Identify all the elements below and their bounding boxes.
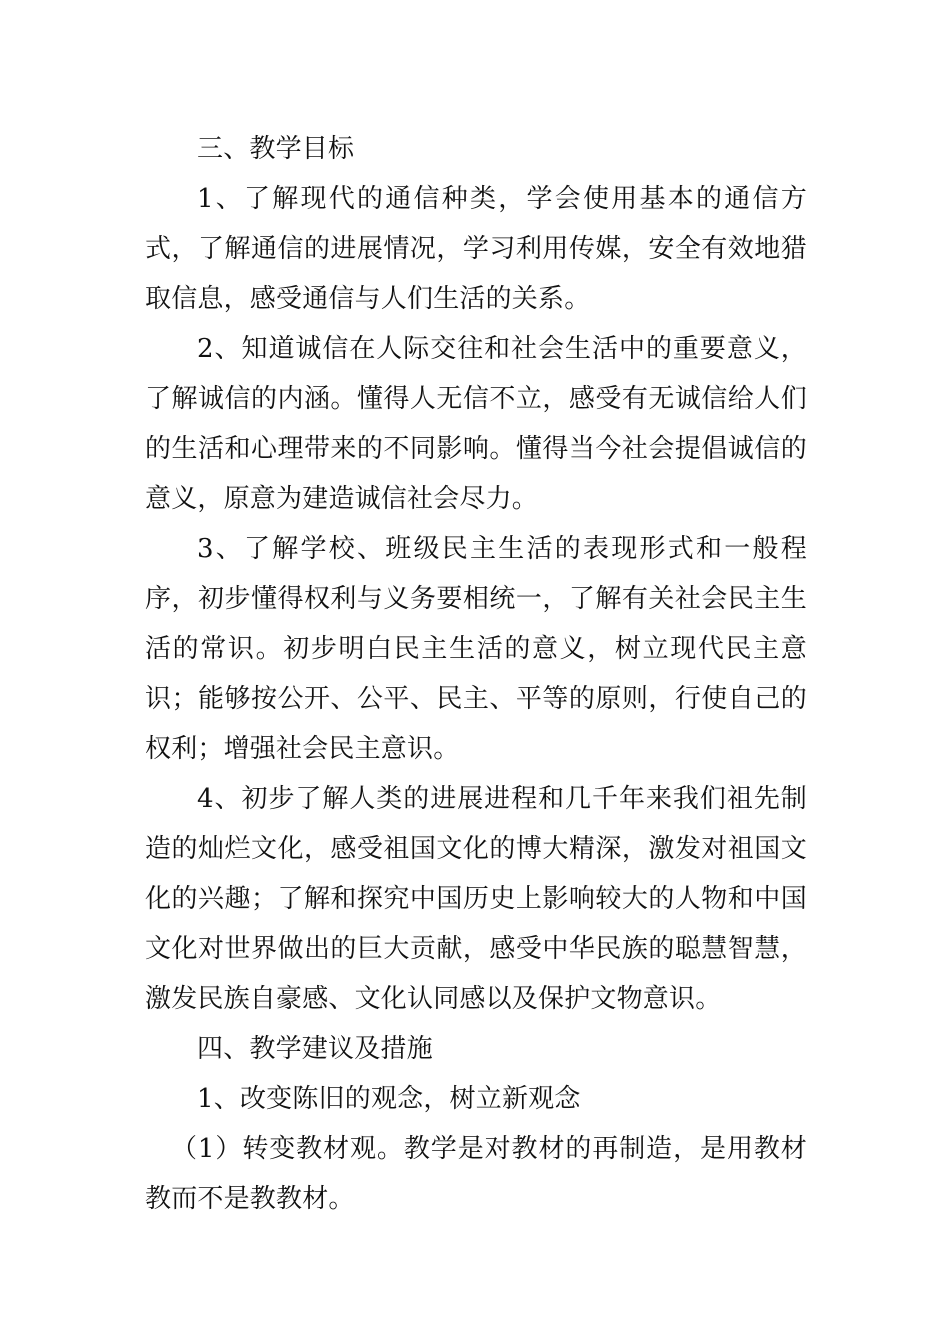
measure-subitem-1: （1）转变教材观。教学是对教材的再制造，是用教材教而不是教教材。: [145, 1134, 807, 1214]
goal-paragraph-2: 2、知道诚信在人际交往和社会生活中的重要意义，了解诚信的内涵。懂得人无信不立，感受有无诚信给人们的生活和心理带来的不同影响。懂得当今社会提倡诚信的意义，原意为建造诚信社会尽力。: [145, 334, 807, 514]
document-body: [145, 124, 807, 1224]
measure-item-1: 1、改变陈旧的观念，树立新观念: [197, 1084, 581, 1114]
goal-paragraph-4: 4、初步了解人类的进展进程和几千年来我们祖先制造的灿烂文化，感受祖国文化的博大精深，激发对祖国文化的兴趣；了解和探究中国历史上影响较大的人物和中国文化对世界做出的巨大贡献，感受中华民族的聪慧智慧，激发民族自豪感、文化认同感以及保护文物意识。: [145, 784, 807, 1014]
section-heading-teaching-measures: 四、教学建议及措施: [197, 1034, 433, 1064]
goal-paragraph-3: 3、了解学校、班级民主生活的表现形式和一般程序，初步懂得权利与义务要相统一，了解有关社会民主生活的常识。初步明白民主生活的意义，树立现代民主意识；能够按公开、公平、民主、平等的原则，行使自己的权利；增强社会民主意识。: [145, 534, 807, 764]
section-heading-teaching-goals: 三、教学目标: [197, 134, 355, 164]
goal-paragraph-1: 1、了解现代的通信种类，学会使用基本的通信方式，了解通信的进展情况，学习利用传媒，安全有效地猎取信息，感受通信与人们生活的关系。: [145, 184, 807, 314]
